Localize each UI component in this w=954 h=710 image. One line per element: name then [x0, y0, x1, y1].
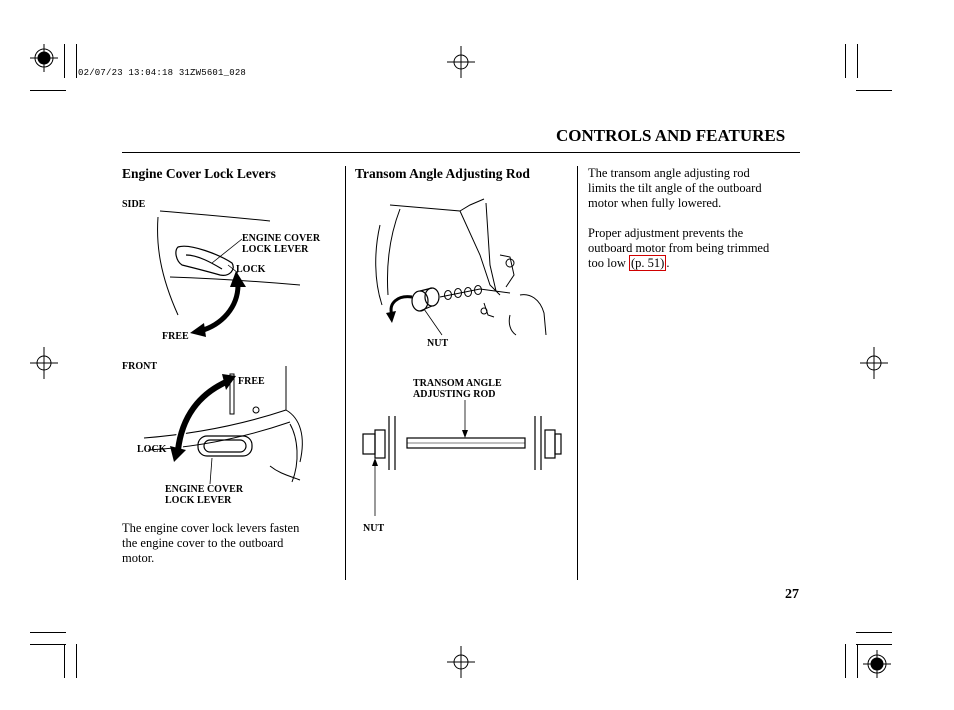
adjusting-rod-illustration: [355, 400, 575, 530]
rod-assembly: [363, 416, 561, 470]
side-view-illustration: [150, 205, 340, 345]
page-reference-link[interactable]: (p. 51): [630, 256, 665, 270]
text-line: [588, 256, 800, 271]
rod-label-line1: TRANSOM ANGLE: [413, 378, 502, 389]
engine-cover-paragraph: [122, 521, 342, 566]
front-lock-label: LOCK: [137, 444, 167, 455]
text-fragment: .: [666, 256, 670, 270]
column-divider: [345, 166, 346, 580]
lock-lever-front: [198, 436, 252, 456]
front-lever-pointer-line: [210, 458, 212, 484]
transom-rod-heading: Transom Angle Adjusting Rod: [355, 166, 530, 181]
side-view-label: SIDE: [122, 199, 146, 210]
text-line: motor.: [122, 551, 155, 565]
lock-free-arrow-icon: [170, 374, 236, 462]
engine-cover-heading: Engine Cover Lock Levers: [122, 166, 276, 181]
section-title: CONTROLS AND FEATURES: [556, 126, 786, 145]
rod-pointer-arrow-icon: [462, 400, 468, 438]
nut-pointer-arrow-icon: [372, 458, 378, 516]
lock-free-arrow-icon: [190, 271, 246, 337]
text-line: limits the tilt angle of the outboard: [588, 181, 762, 195]
text-fragment: too low: [588, 256, 629, 270]
crosshair-icon: [447, 46, 475, 78]
side-lock-label: LOCK: [236, 264, 266, 275]
crosshair-icon: [860, 347, 888, 379]
front-free-label: FREE: [238, 376, 265, 387]
side-lever-label-line2: LOCK LEVER: [242, 244, 309, 255]
nut-pointer-line: [424, 309, 442, 335]
rod-label-line2: ADJUSTING ROD: [413, 389, 496, 400]
column-divider: [577, 166, 578, 580]
text-line: outboard motor from being trimmed: [588, 241, 770, 255]
print-timestamp: 02/07/23 13:04:18 31ZW5601_028: [78, 68, 247, 78]
text-line: the engine cover to the outboard: [122, 536, 284, 550]
front-lever-label-line2: LOCK LEVER: [165, 495, 232, 506]
transom-bracket-illustration: [360, 195, 570, 345]
page-number: 27: [785, 587, 799, 602]
bolt-icon: [481, 259, 514, 314]
front-view-label: FRONT: [122, 361, 157, 372]
transom-paragraph-2: [588, 226, 800, 271]
text-line: Proper adjustment prevents the: [588, 226, 744, 240]
header-rule: [122, 152, 800, 153]
crosshair-icon: [447, 646, 475, 678]
transom-paragraph-1: [588, 166, 800, 211]
starburst-icon: [30, 44, 58, 72]
text-line: The engine cover lock levers fasten: [122, 521, 300, 535]
bracket-outline: [376, 199, 546, 335]
upper-nut-label: NUT: [427, 338, 449, 349]
text-line: motor when fully lowered.: [588, 196, 722, 210]
transom-nut: [412, 288, 439, 311]
starburst-icon: [863, 650, 891, 678]
crosshair-icon: [30, 347, 58, 379]
side-lever-label-line1: ENGINE COVER: [242, 233, 321, 244]
side-free-label: FREE: [162, 331, 189, 342]
front-lever-label-line1: ENGINE COVER: [165, 484, 244, 495]
rotate-arrow-icon: [386, 297, 412, 323]
text-line: The transom angle adjusting rod: [588, 166, 750, 180]
lower-nut-label: NUT: [363, 523, 385, 534]
lock-lever-side: [176, 246, 233, 275]
